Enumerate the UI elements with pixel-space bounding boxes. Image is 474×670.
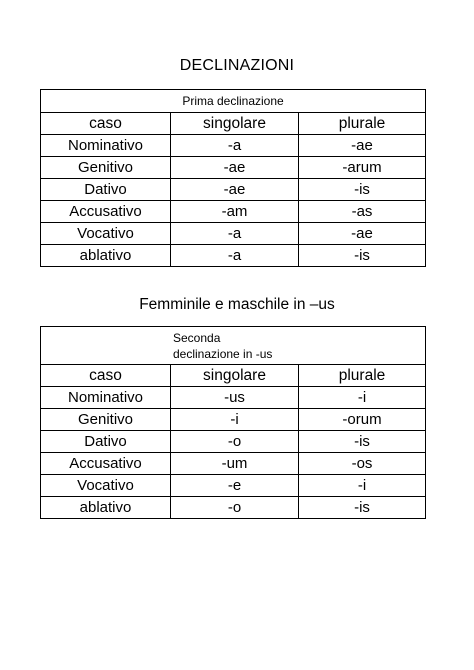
plural-cell: -ae bbox=[299, 135, 426, 157]
table-row bbox=[41, 157, 426, 179]
plural-cell: -ae bbox=[299, 223, 426, 245]
singular-cell: -a bbox=[171, 223, 299, 245]
plural-cell: -i bbox=[299, 387, 426, 409]
table-row bbox=[41, 475, 426, 497]
section-subtitle: Femminile e maschile in –us bbox=[139, 296, 335, 313]
table-row bbox=[41, 201, 426, 223]
case-cell: Nominativo bbox=[41, 135, 171, 157]
column-header-plurale: plurale bbox=[299, 113, 426, 135]
singular-cell: -e bbox=[171, 475, 299, 497]
case-cell: Dativo bbox=[41, 431, 171, 453]
column-header-row bbox=[41, 113, 426, 135]
singular-cell: -ae bbox=[171, 157, 299, 179]
case-cell: Accusativo bbox=[41, 453, 171, 475]
singular-cell: -i bbox=[171, 409, 299, 431]
column-header-row bbox=[41, 365, 426, 387]
table-row bbox=[41, 431, 426, 453]
table-caption-line-1: Seconda bbox=[173, 330, 221, 345]
column-header-singolare: singolare bbox=[171, 365, 299, 387]
column-header-plurale: plurale bbox=[299, 365, 426, 387]
case-cell: Dativo bbox=[41, 179, 171, 201]
table-row bbox=[41, 453, 426, 475]
singular-cell: -am bbox=[171, 201, 299, 223]
singular-cell: -o bbox=[171, 431, 299, 453]
declension-table-second bbox=[40, 326, 426, 519]
table-row bbox=[41, 135, 426, 157]
table-caption bbox=[41, 327, 426, 365]
plural-cell: -i bbox=[299, 475, 426, 497]
plural-cell: -is bbox=[299, 431, 426, 453]
singular-cell: -ae bbox=[171, 179, 299, 201]
singular-cell: -a bbox=[171, 135, 299, 157]
table-row bbox=[41, 223, 426, 245]
case-cell: Genitivo bbox=[41, 409, 171, 431]
page-title: DECLINAZIONI bbox=[179, 57, 295, 74]
case-cell: Nominativo bbox=[41, 387, 171, 409]
declension-table-first bbox=[40, 89, 426, 267]
case-cell: Vocativo bbox=[41, 223, 171, 245]
singular-cell: -a bbox=[171, 245, 299, 267]
case-cell: Genitivo bbox=[41, 157, 171, 179]
singular-cell: -us bbox=[171, 387, 299, 409]
plural-cell: -os bbox=[299, 453, 426, 475]
table-row bbox=[41, 387, 426, 409]
table-row bbox=[41, 409, 426, 431]
column-header-caso: caso bbox=[41, 113, 171, 135]
plural-cell: -as bbox=[299, 201, 426, 223]
table-row bbox=[41, 179, 426, 201]
column-header-singolare: singolare bbox=[171, 113, 299, 135]
table-header-row bbox=[41, 90, 426, 113]
table-row bbox=[41, 497, 426, 519]
plural-cell: -is bbox=[299, 179, 426, 201]
plural-cell: -arum bbox=[299, 157, 426, 179]
table-header-row bbox=[41, 327, 426, 365]
case-cell: ablativo bbox=[41, 497, 171, 519]
table-row bbox=[41, 245, 426, 267]
table-caption-line-2: declinazione in -us bbox=[173, 346, 273, 361]
plural-cell: -is bbox=[299, 497, 426, 519]
case-cell: ablativo bbox=[41, 245, 171, 267]
plural-cell: -is bbox=[299, 245, 426, 267]
case-cell: Vocativo bbox=[41, 475, 171, 497]
column-header-caso: caso bbox=[41, 365, 171, 387]
plural-cell: -orum bbox=[299, 409, 426, 431]
table-caption: Prima declinazione bbox=[41, 90, 426, 113]
case-cell: Accusativo bbox=[41, 201, 171, 223]
singular-cell: -um bbox=[171, 453, 299, 475]
singular-cell: -o bbox=[171, 497, 299, 519]
